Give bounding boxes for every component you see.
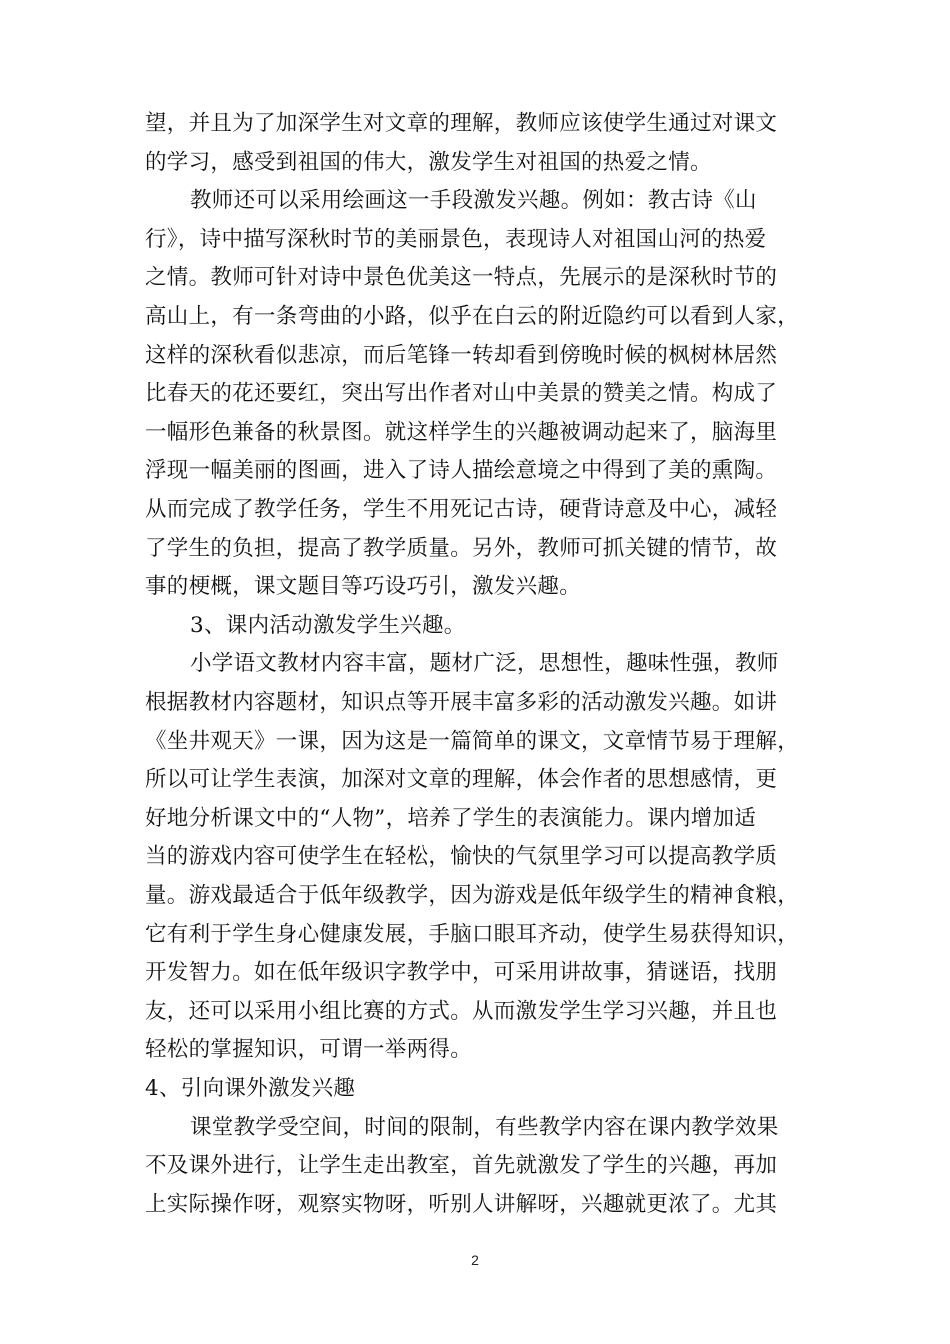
- text-line: 行》，诗中描写深秋时节的美丽景色，表现诗人对祖国山河的热爱: [145, 226, 767, 252]
- text-line: 从而完成了教学任务，学生不用死记古诗，硬背诗意及中心，减轻: [145, 497, 778, 522]
- text-line: 课堂教学受空间，时间的限制，有些教学内容在课内教学效果: [190, 1114, 779, 1140]
- text-line: 《坐井观天》一课，因为这是一篇简单的课文，文章情节易于理解，: [145, 728, 800, 754]
- text-line: 好地分析课文中的“人物”，培养了学生的表演能力。课内增加适: [145, 805, 757, 831]
- text-line: 它有利于学生身心健康发展，手脑口眼耳齐动，使学生易获得知识，: [145, 921, 800, 947]
- text-line: 一幅形色兼备的秋景图。就这样学生的兴趣被调动起来了，脑海里: [145, 419, 778, 445]
- text-line: 的学习，感受到祖国的伟大，激发学生对祖国的热爱之情。: [145, 149, 712, 175]
- text-line: 友，还可以采用小组比赛的方式。从而激发学生学习兴趣，并且也: [145, 998, 778, 1024]
- text-line: 浮现一幅美丽的图画，进入了诗人描绘意境之中得到了美的熏陶。: [145, 458, 778, 484]
- text-line: 轻松的掌握知识，可谓一举两得。: [145, 1037, 473, 1063]
- text-line: 小学语文教材内容丰富，题材广泛，思想性，趣味性强，教师: [190, 651, 779, 677]
- text-line: 教师还可以采用绘画这一手段激发兴趣。例如：教古诗《山: [190, 188, 757, 214]
- section-heading-4: 4、引向课外激发兴趣: [145, 1076, 356, 1101]
- page-number: 2: [471, 1252, 479, 1268]
- text-line: 之情。教师可针对诗中景色优美这一特点，先展示的是深秋时节的: [145, 265, 778, 291]
- text-line: 了学生的负担，提高了教学质量。另外，教师可抓关键的情节，故: [145, 535, 778, 561]
- text-line: 事的梗概，课文题目等巧设巧引，激发兴趣。: [145, 574, 582, 600]
- text-line: 当的游戏内容可使学生在轻松，愉快的气氛里学习可以提高教学质: [145, 844, 778, 870]
- section-heading-3: 3、课内活动激发学生兴趣。: [190, 612, 466, 638]
- text-line: 根据教材内容题材，知识点等开展丰富多彩的活动激发兴趣。如讲: [145, 690, 778, 715]
- text-line: 上实际操作呀，观察实物呀，听别人讲解呀，兴趣就更浓了。尤其: [145, 1191, 778, 1217]
- text-line: 开发智力。如在低年级识字教学中，可采用讲故事，猜谜语，找朋: [145, 960, 778, 986]
- text-line: 量。游戏最适合于低年级教学，因为游戏是低年级学生的精神食粮，: [145, 883, 800, 908]
- text-line: 望，并且为了加深学生对文章的理解，教师应该使学生通过对课文: [145, 111, 778, 136]
- text-line: 所以可让学生表演，加深对文章的理解，体会作者的思想感情，更: [145, 767, 778, 793]
- text-line: 高山上，有一条弯曲的小路，似乎在白云的附近隐约可以看到人家，: [145, 304, 800, 329]
- text-line: 不及课外进行，让学生走出教室，首先就激发了学生的兴趣，再加: [145, 1153, 778, 1179]
- text-line: 这样的深秋看似悲凉，而后笔锋一转却看到傍晚时候的枫树林居然: [145, 342, 778, 368]
- text-line: 比春天的花还要红，突出写出作者对山中美景的赞美之情。构成了: [145, 381, 778, 407]
